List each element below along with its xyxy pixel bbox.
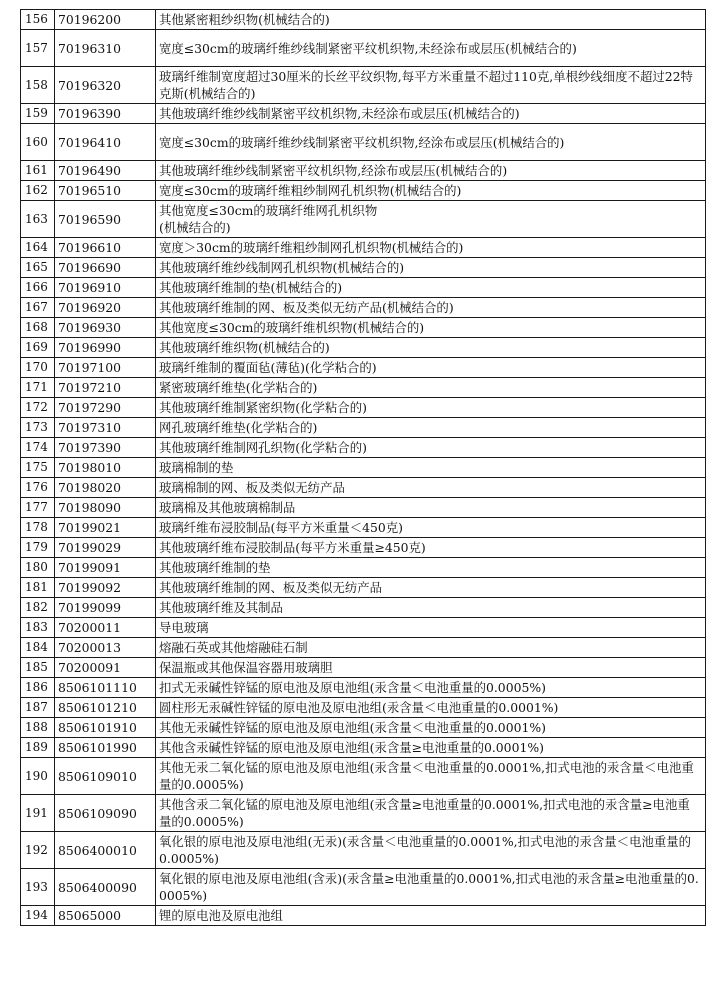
- table-row: [21, 398, 706, 418]
- row-number-cell: 193: [21, 869, 55, 906]
- commodity-code-cell: 8506109090: [55, 795, 156, 832]
- description-cell: 其他玻璃纤维纱线制网孔机织物(机械结合的): [156, 258, 706, 278]
- table-row: [21, 698, 706, 718]
- row-number-cell: 175: [21, 458, 55, 478]
- commodity-code-cell: 70196320: [55, 67, 156, 104]
- table-row: [21, 298, 706, 318]
- table-row: [21, 558, 706, 578]
- table-row: [21, 104, 706, 124]
- commodity-code-cell: 70196200: [55, 10, 156, 30]
- commodity-code-cell: 70196410: [55, 124, 156, 161]
- commodity-code-cell: 8506400010: [55, 832, 156, 869]
- description-cell: 紧密玻璃纤维垫(化学粘合的): [156, 378, 706, 398]
- table-row: [21, 869, 706, 906]
- description-cell: 网孔玻璃纤维垫(化学粘合的): [156, 418, 706, 438]
- table-row: [21, 795, 706, 832]
- commodity-code-cell: 70196310: [55, 30, 156, 67]
- description-cell: 圆柱形无汞碱性锌锰的原电池及原电池组(汞含量＜电池重量的0.0001%): [156, 698, 706, 718]
- description-cell: 氧化银的原电池及原电池组(含汞)(汞含量≥电池重量的0.0001%,扣式电池的汞含量≥电池重量的0.0005%): [156, 869, 706, 906]
- description-cell: 玻璃棉制的网、板及类似无纺产品: [156, 478, 706, 498]
- table-row: [21, 478, 706, 498]
- description-cell: 导电玻璃: [156, 618, 706, 638]
- row-number-cell: 168: [21, 318, 55, 338]
- commodity-code-cell: 70199021: [55, 518, 156, 538]
- row-number-cell: 172: [21, 398, 55, 418]
- description-cell: 其他玻璃纤维制紧密织物(化学粘合的): [156, 398, 706, 418]
- row-number-cell: 191: [21, 795, 55, 832]
- description-cell: 玻璃纤维制宽度超过30厘米的长丝平纹织物,每平方米重量不超过110克,单根纱线细度不超过22特克斯(机械结合的): [156, 67, 706, 104]
- description-cell: 玻璃纤维制的覆面毡(薄毡)(化学粘合的): [156, 358, 706, 378]
- table-row: [21, 258, 706, 278]
- row-number-cell: 169: [21, 338, 55, 358]
- description-cell: 其他含汞碱性锌锰的原电池及原电池组(汞含量≥电池重量的0.0001%): [156, 738, 706, 758]
- table-row: [21, 498, 706, 518]
- row-number-cell: 180: [21, 558, 55, 578]
- commodity-code-cell: 8506101110: [55, 678, 156, 698]
- table-row: [21, 124, 706, 161]
- row-number-cell: 157: [21, 30, 55, 67]
- row-number-cell: 161: [21, 161, 55, 181]
- row-number-cell: 181: [21, 578, 55, 598]
- table-row: [21, 458, 706, 478]
- row-number-cell: 192: [21, 832, 55, 869]
- row-number-cell: 179: [21, 538, 55, 558]
- commodity-code-cell: 70196590: [55, 201, 156, 238]
- table-row: [21, 358, 706, 378]
- table-row: [21, 318, 706, 338]
- commodity-code-cell: 70197210: [55, 378, 156, 398]
- commodity-code-cell: 70196490: [55, 161, 156, 181]
- commodity-code-cell: 70199091: [55, 558, 156, 578]
- row-number-cell: 165: [21, 258, 55, 278]
- table-row: [21, 201, 706, 238]
- commodity-code-cell: 70196990: [55, 338, 156, 358]
- description-line: 其他宽度≤30cm的玻璃纤维网孔机织物: [159, 203, 378, 218]
- table-row: [21, 758, 706, 795]
- row-number-cell: 163: [21, 201, 55, 238]
- row-number-cell: 160: [21, 124, 55, 161]
- description-cell: 其他含汞二氧化锰的原电池及原电池组(汞含量≥电池重量的0.0001%,扣式电池的汞含量≥电池重量的0.0005%): [156, 795, 706, 832]
- commodity-code-cell: 70196510: [55, 181, 156, 201]
- commodity-code-cell: 70197310: [55, 418, 156, 438]
- row-number-cell: 164: [21, 238, 55, 258]
- commodity-code-cell: 8506101210: [55, 698, 156, 718]
- row-number-cell: 186: [21, 678, 55, 698]
- description-cell: 其他宽度≤30cm的玻璃纤维机织物(机械结合的): [156, 318, 706, 338]
- description-cell: 其他无汞碱性锌锰的原电池及原电池组(汞含量＜电池重量的0.0001%): [156, 718, 706, 738]
- description-cell: 其他玻璃纤维及其制品: [156, 598, 706, 618]
- row-number-cell: 170: [21, 358, 55, 378]
- row-number-cell: 173: [21, 418, 55, 438]
- description-cell: 玻璃纤维布浸胶制品(每平方米重量＜450克): [156, 518, 706, 538]
- row-number-cell: 177: [21, 498, 55, 518]
- commodity-code-cell: 70196690: [55, 258, 156, 278]
- commodity-code-cell: 70199099: [55, 598, 156, 618]
- table-row: [21, 738, 706, 758]
- table-row: [21, 658, 706, 678]
- table-row: [21, 338, 706, 358]
- description-cell: 玻璃棉及其他玻璃棉制品: [156, 498, 706, 518]
- description-cell: 宽度≤30cm的玻璃纤维粗纱制网孔机织物(机械结合的): [156, 181, 706, 201]
- commodity-code-cell: 70197290: [55, 398, 156, 418]
- commodity-code-cell: 70196920: [55, 298, 156, 318]
- description-cell: 其他玻璃纤维制的网、板及类似无纺产品(机械结合的): [156, 298, 706, 318]
- row-number-cell: 189: [21, 738, 55, 758]
- table-row: [21, 378, 706, 398]
- description-cell: 锂的原电池及原电池组: [156, 906, 706, 926]
- description-cell: 其他玻璃纤维制网孔织物(化学粘合的): [156, 438, 706, 458]
- commodity-code-cell: 70197100: [55, 358, 156, 378]
- table-row: [21, 438, 706, 458]
- commodity-code-cell: 70198090: [55, 498, 156, 518]
- commodity-code-cell: 70200011: [55, 618, 156, 638]
- table-row: [21, 418, 706, 438]
- commodity-code-cell: 70197390: [55, 438, 156, 458]
- description-cell: 其他玻璃纤维织物(机械结合的): [156, 338, 706, 358]
- tariff-table: [20, 9, 706, 926]
- table-row: [21, 578, 706, 598]
- commodity-code-cell: 70196390: [55, 104, 156, 124]
- table-row: [21, 10, 706, 30]
- description-cell: 其他玻璃纤维纱线制紧密平纹机织物,经涂布或层压(机械结合的): [156, 161, 706, 181]
- row-number-cell: 184: [21, 638, 55, 658]
- table-row: [21, 181, 706, 201]
- table-row: [21, 678, 706, 698]
- row-number-cell: 178: [21, 518, 55, 538]
- description-cell: 其他玻璃纤维制的网、板及类似无纺产品: [156, 578, 706, 598]
- commodity-code-cell: 8506400090: [55, 869, 156, 906]
- row-number-cell: 185: [21, 658, 55, 678]
- commodity-code-cell: 70196930: [55, 318, 156, 338]
- description-cell: 宽度≤30cm的玻璃纤维纱线制紧密平纹机织物,未经涂布或层压(机械结合的): [156, 30, 706, 67]
- table-row: [21, 718, 706, 738]
- row-number-cell: 158: [21, 67, 55, 104]
- commodity-code-cell: 70199092: [55, 578, 156, 598]
- description-cell: 扣式无汞碱性锌锰的原电池及原电池组(汞含量＜电池重量的0.0005%): [156, 678, 706, 698]
- commodity-code-cell: 70199029: [55, 538, 156, 558]
- description-cell: 其他无汞二氧化锰的原电池及原电池组(汞含量＜电池重量的0.0001%,扣式电池的汞含量＜电池重量的0.0005%): [156, 758, 706, 795]
- commodity-code-cell: 8506109010: [55, 758, 156, 795]
- table-row: [21, 638, 706, 658]
- row-number-cell: 190: [21, 758, 55, 795]
- commodity-code-cell: 8506101910: [55, 718, 156, 738]
- table-row: [21, 161, 706, 181]
- commodity-code-cell: 8506101990: [55, 738, 156, 758]
- row-number-cell: 182: [21, 598, 55, 618]
- description-cell: [156, 201, 706, 238]
- row-number-cell: 171: [21, 378, 55, 398]
- table-row: [21, 238, 706, 258]
- row-number-cell: 159: [21, 104, 55, 124]
- description-cell: 其他玻璃纤维制的垫: [156, 558, 706, 578]
- commodity-code-cell: 70198010: [55, 458, 156, 478]
- commodity-code-cell: 70200013: [55, 638, 156, 658]
- commodity-code-cell: 70196910: [55, 278, 156, 298]
- row-number-cell: 176: [21, 478, 55, 498]
- commodity-code-cell: 70200091: [55, 658, 156, 678]
- table-row: [21, 538, 706, 558]
- table-row: [21, 30, 706, 67]
- description-cell: 玻璃棉制的垫: [156, 458, 706, 478]
- tariff-table-body: [21, 10, 706, 926]
- table-row: [21, 906, 706, 926]
- table-row: [21, 67, 706, 104]
- description-cell: 宽度≤30cm的玻璃纤维纱线制紧密平纹机织物,经涂布或层压(机械结合的): [156, 124, 706, 161]
- description-cell: 氧化银的原电池及原电池组(无汞)(汞含量＜电池重量的0.0001%,扣式电池的汞含量＜电池重量的0.0005%): [156, 832, 706, 869]
- table-row: [21, 832, 706, 869]
- row-number-cell: 166: [21, 278, 55, 298]
- table-row: [21, 518, 706, 538]
- description-cell: 其他玻璃纤维制的垫(机械结合的): [156, 278, 706, 298]
- description-cell: 其他玻璃纤维布浸胶制品(每平方米重量≥450克): [156, 538, 706, 558]
- table-row: [21, 618, 706, 638]
- description-cell: 宽度＞30cm的玻璃纤维粗纱制网孔机织物(机械结合的): [156, 238, 706, 258]
- row-number-cell: 174: [21, 438, 55, 458]
- commodity-code-cell: 85065000: [55, 906, 156, 926]
- description-cell: 其他紧密粗纱织物(机械结合的): [156, 10, 706, 30]
- table-row: [21, 278, 706, 298]
- commodity-code-cell: 70196610: [55, 238, 156, 258]
- row-number-cell: 167: [21, 298, 55, 318]
- table-row: [21, 598, 706, 618]
- row-number-cell: 187: [21, 698, 55, 718]
- description-line: (机械结合的): [159, 220, 231, 235]
- description-cell: 保温瓶或其他保温容器用玻璃胆: [156, 658, 706, 678]
- description-cell: 其他玻璃纤维纱线制紧密平纹机织物,未经涂布或层压(机械结合的): [156, 104, 706, 124]
- commodity-code-cell: 70198020: [55, 478, 156, 498]
- row-number-cell: 183: [21, 618, 55, 638]
- row-number-cell: 156: [21, 10, 55, 30]
- row-number-cell: 188: [21, 718, 55, 738]
- row-number-cell: 194: [21, 906, 55, 926]
- row-number-cell: 162: [21, 181, 55, 201]
- description-cell: 熔融石英或其他熔融硅石制: [156, 638, 706, 658]
